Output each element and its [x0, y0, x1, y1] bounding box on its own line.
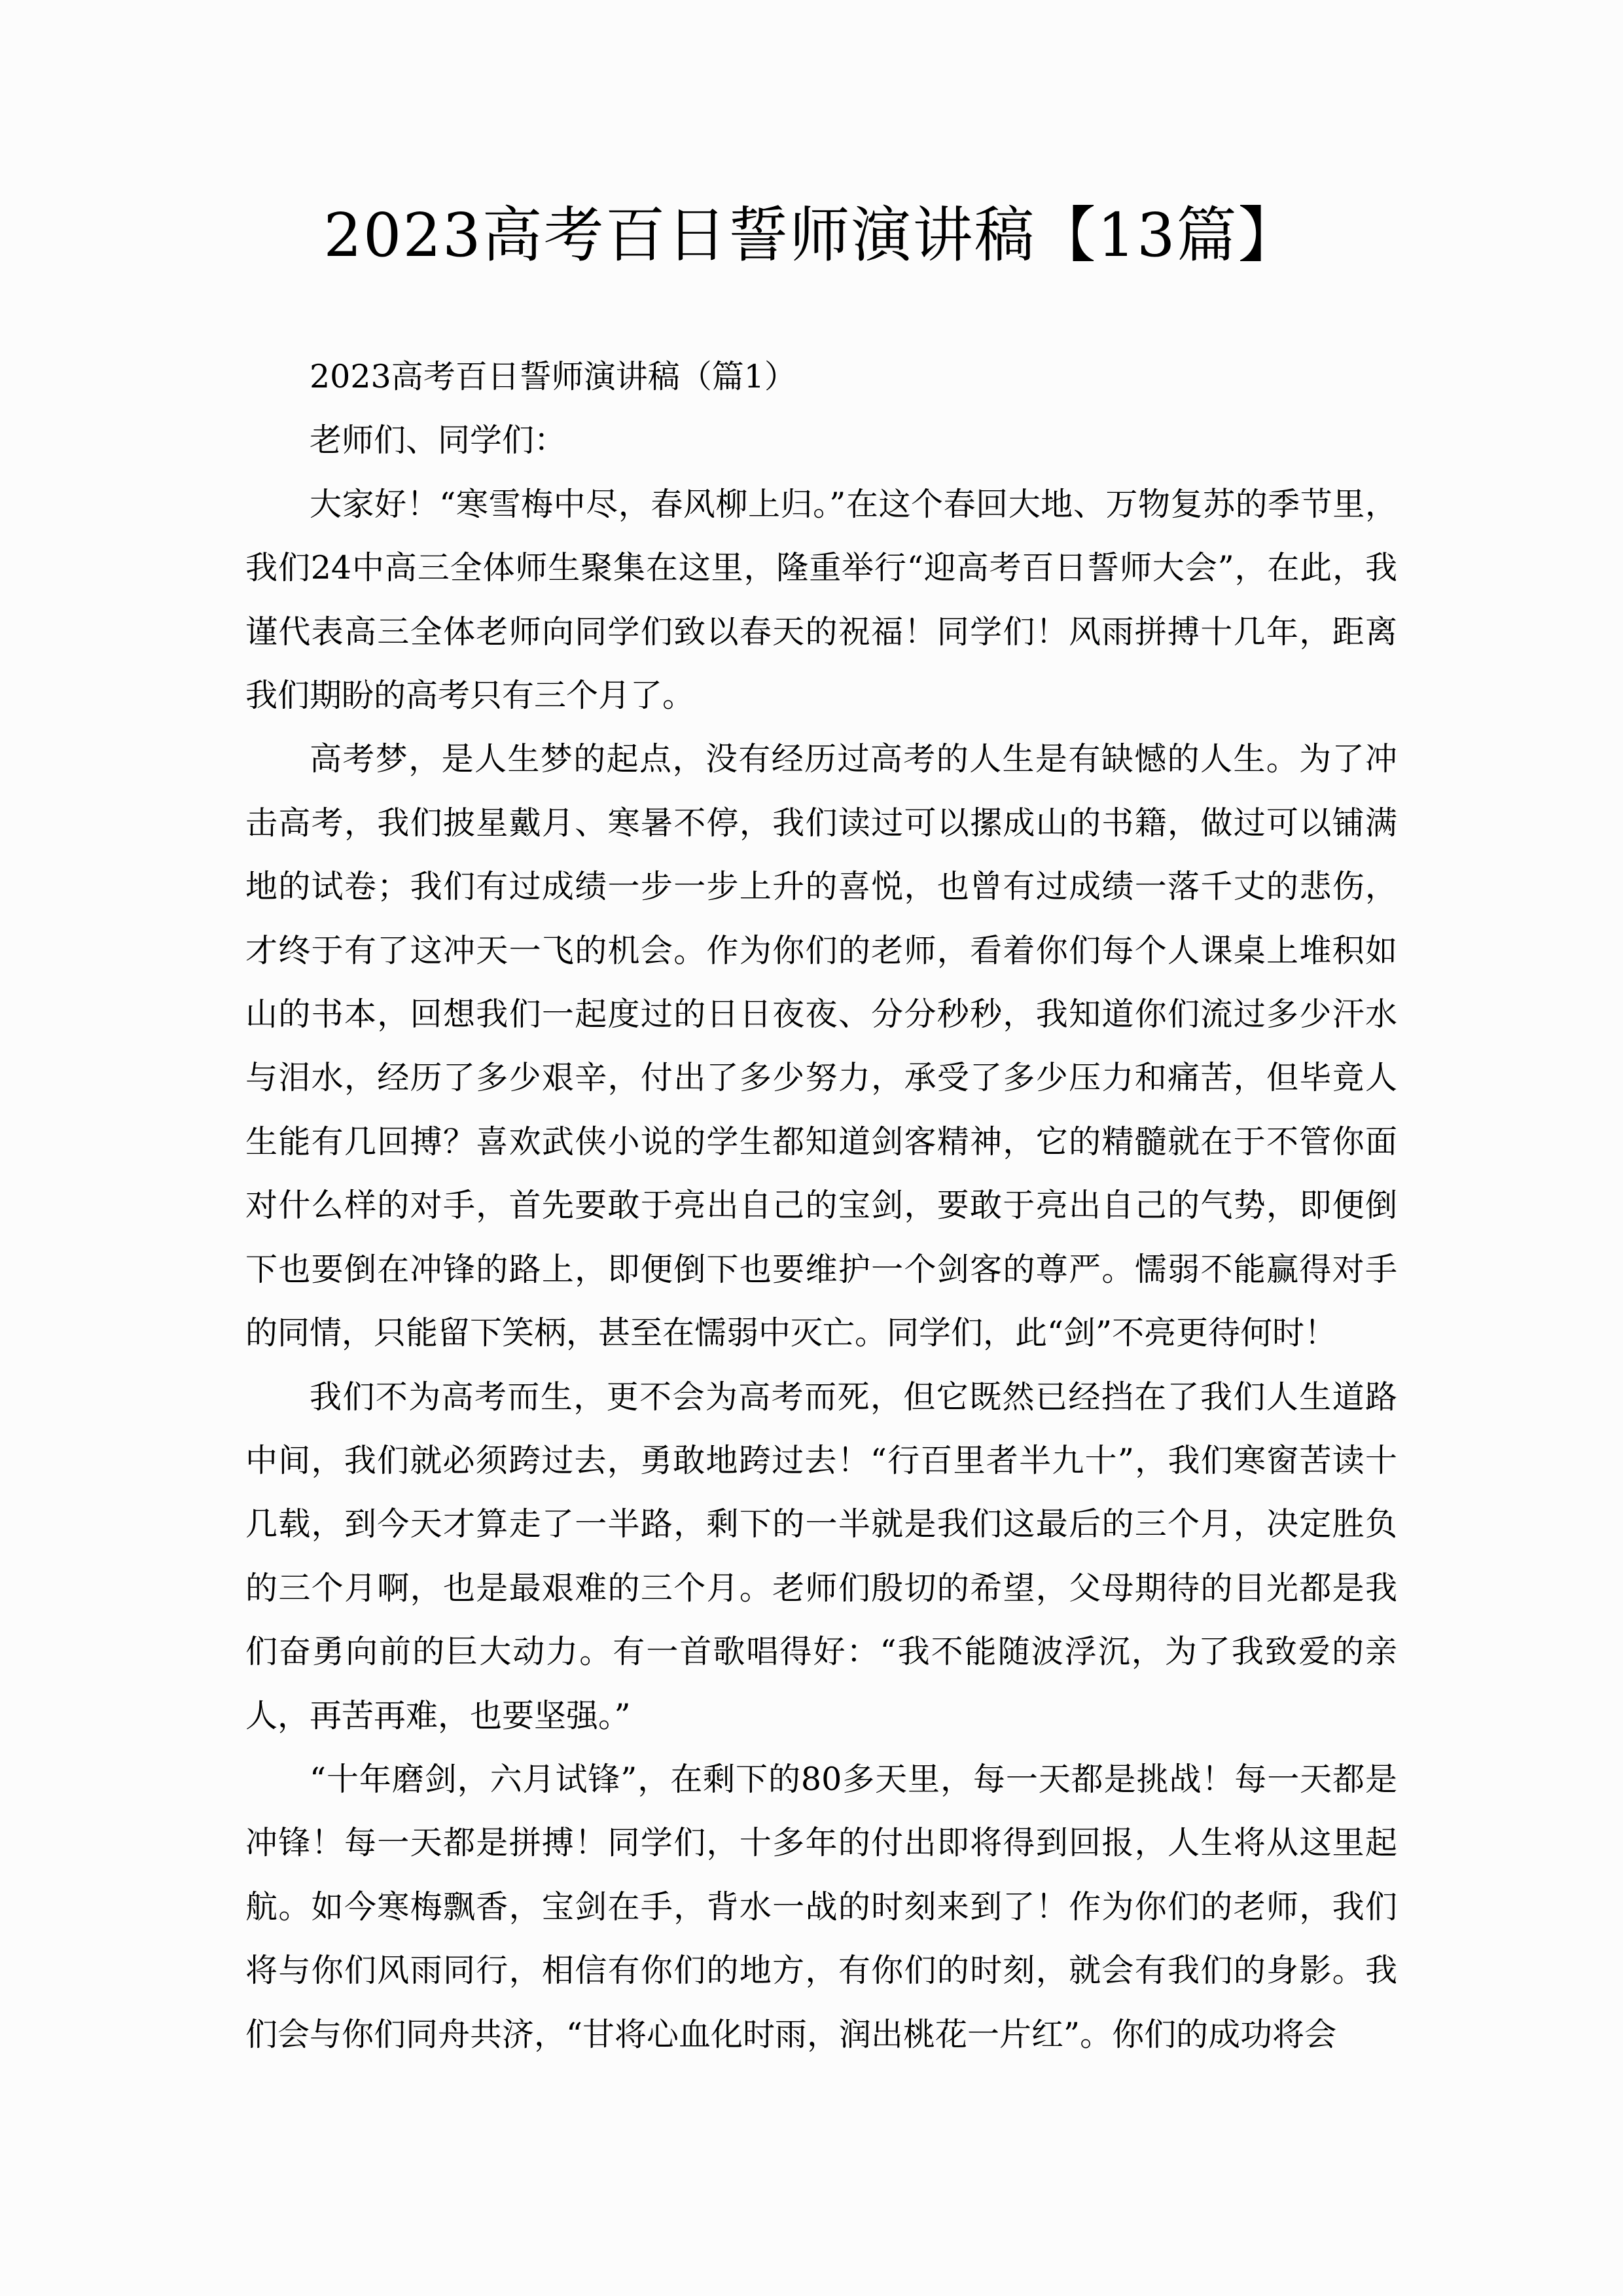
paragraph: 大家好！“寒雪梅中尽，春风柳上归。”在这个春回大地、万物复苏的季节里，我们24中高三全体师生聚集在这里，隆重举行“迎高考百日誓师大会”，在此，我谨代表高三全体老师向同学们致以春天的祝福！同学们！风雨拼搏十几年，距离我们期盼的高考只有三个月了。 [245, 485, 1397, 715]
paragraph: 高考梦，是人生梦的起点，没有经历过高考的人生是有缺憾的人生。为了冲击高考，我们披星戴月、寒暑不停，我们读过可以摞成山的书籍，做过可以铺满地的试卷；我们有过成绩一步一步上升的喜悦，也曾有过成绩一落千丈的悲伤，才终于有了这冲天一飞的机会。作为你们的老师，看着你们每个人课桌上堆积如山的书本，回想我们一起度过的日日夜夜、分分秒秒，我知道你们流过多少汗水与泪水，经历了多少艰辛，付出了多少努力，承受了多少压力和痛苦，但毕竟人生能有几回搏？喜欢武侠小说的学生都知道剑客精神，它的精髓就在于不管你面对什么样的对手，首先要敢于亮出自己的宝剑，要敢于亮出自己的气势，即便倒下也要倒在冲锋的路上，即便倒下也要维护一个剑客的尊严。懦弱不能赢得对手的同情，只能留下笑柄，甚至在懦弱中灭亡。同学们，此“剑”不亮更待何时！ [245, 740, 1397, 1352]
section-heading: 2023高考百日誓师演讲稿（篇1） [310, 358, 796, 395]
paragraph: “十年磨剑，六月试锋”，在剩下的80多天里，每一天都是挑战！每一天都是冲锋！每一天都是拼搏！同学们，十多年的付出即将得到回报，人生将从这里起航。如今寒梅飘香，宝剑在手，背水一战的时刻来到了！作为你们的老师，我们将与你们风雨同行，相信有你们的地方，有你们的时刻，就会有我们的身影。我们会与你们同舟共济，“甘将心血化时雨，润出桃花一片红”。你们的成功将会 [245, 1760, 1397, 2053]
document-title: 2023高考百日誓师演讲稿【13篇】 [323, 200, 1300, 270]
document-body [245, 345, 1397, 2066]
paragraph: 我们不为高考而生，更不会为高考而死，但它既然已经挡在了我们人生道路中间，我们就必须跨过去，勇敢地跨过去！“行百里者半九十”，我们寒窗苦读十几载，到今天才算走了一半路，剩下的一半就是我们这最后的三个月，决定胜负的三个月啊，也是最艰难的三个月。老师们殷切的希望，父母期待的目光都是我们奋勇向前的巨大动力。有一首歌唱得好：“我不能随波浮沉，为了我致爱的亲人，再苦再难，也要坚强。” [245, 1378, 1397, 1734]
salutation: 老师们、同学们： [310, 422, 567, 459]
